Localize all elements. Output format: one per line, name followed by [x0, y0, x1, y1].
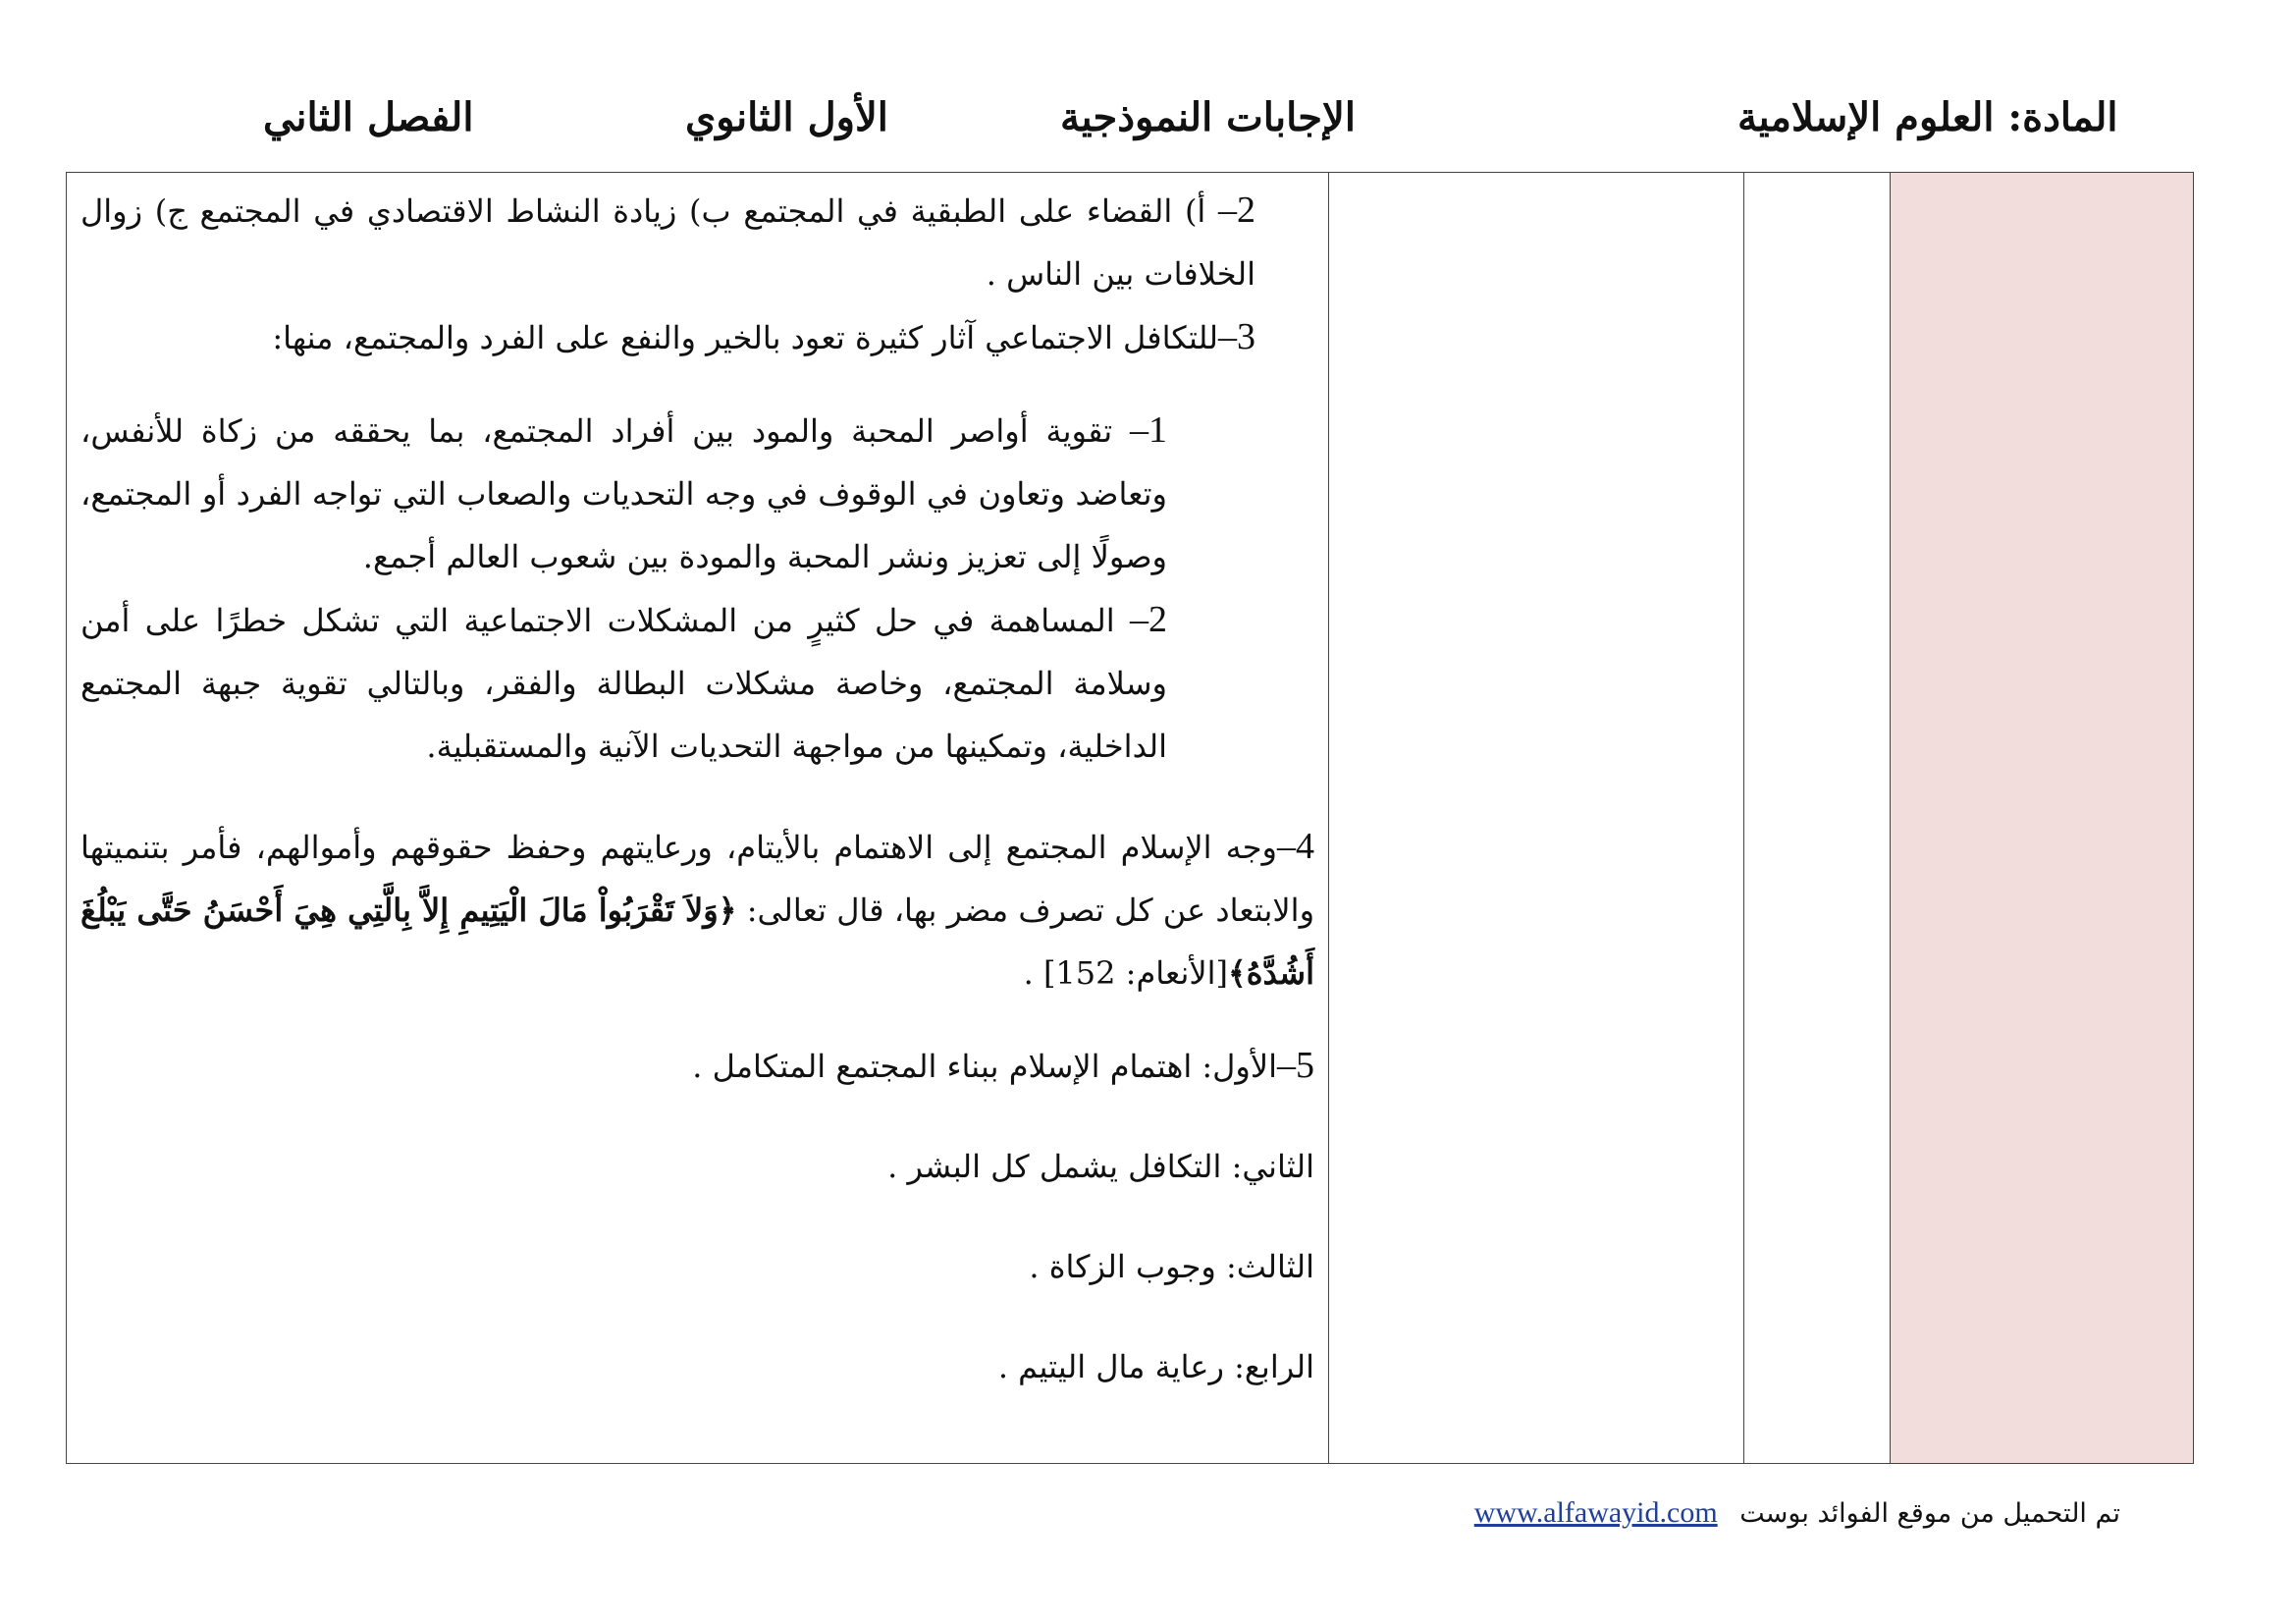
- empty-cell: [1744, 173, 1891, 1464]
- answer-5-first-text: الأول: اهتمام الإسلام ببناء المجتمع المتكامل .: [692, 1048, 1277, 1085]
- answer-3-point-2-text: المساهمة في حل كثيرٍ من المشكلات الاجتماعية التي تشكل خطرًا على أمن وسلامة المجتمع، وخاصة مشكلات البطالة والفقر، وبالتالي تقوية جبهة المجتمع الداخلية، وتمكينها من مواجهة التحديات الآنية والمستقبلية.: [80, 602, 1167, 765]
- answer-5-number: 5–: [1277, 1045, 1314, 1086]
- website-link[interactable]: www.alfawayid.com: [1473, 1496, 1718, 1529]
- answer-4-text: وجه الإسلام المجتمع إلى الاهتمام بالأيتام، ورعايتهم وحفظ حقوقهم وأموالهم، فأمر بتنميتها والابتعاد عن كل تصرف مضر بها، قال تعالى:: [80, 829, 1315, 929]
- answer-4-number: 4–: [1277, 826, 1315, 867]
- answer-3-text: للتكافل الاجتماعي آثار كثيرة تعود بالخير والنفع على الفرد والمجتمع، منها:: [272, 319, 1218, 356]
- download-footer: [1472, 1496, 2120, 1530]
- answer-content: [67, 173, 1328, 1398]
- quran-verse: ﴿وَلاَ تَقْرَبُواْ مَالَ الْيَتِيمِ إِلاَّ بِالَّتِي هِيَ أَحْسَنُ حَتَّى يَبْلُغَ أَشُدَّهُ﴾: [80, 892, 1314, 992]
- answer-5-second: الثاني: التكافل يشمل كل البشر .: [887, 1148, 1314, 1185]
- answer-3-point-1: [80, 399, 1314, 588]
- answer-2: [80, 179, 1314, 305]
- answer-3-point-2: [80, 588, 1314, 778]
- answer-2-number: 2–: [1218, 189, 1256, 231]
- empty-cell: [1329, 173, 1744, 1464]
- answer-5-third: الثالث: وجوب الزكاة .: [1029, 1248, 1314, 1285]
- answer-3-point-1-number: 1–: [1130, 409, 1168, 451]
- answer-3-number: 3–: [1218, 316, 1255, 357]
- term-title: الفصل الثاني: [263, 94, 474, 140]
- table-row: [67, 173, 2194, 1464]
- answer-5-first: [80, 1034, 1314, 1098]
- answer-3: [80, 305, 1314, 369]
- answer-4: [80, 815, 1314, 1004]
- answers-title: الإجابات النموذجية: [1060, 94, 1356, 140]
- grade-title: الأول الثانوي: [685, 94, 888, 140]
- answer-3-point-2-number: 2–: [1130, 599, 1168, 640]
- subject-title: المادة: العلوم الإسلامية: [1737, 94, 2118, 140]
- answer-3-point-1-text: تقوية أواصر المحبة والمود بين أفراد المجتمع، بما يحققه من زكاة للأنفس، وتعاضد وتعاون في الوقوف في وجه التحديات والصعاب التي تواجه الفرد أو المجتمع، وصولًا إلى تعزيز ونشر المحبة والمودة بين شعوب العالم أجمع.: [80, 412, 1167, 575]
- answer-5-fourth: الرابع: رعاية مال اليتيم .: [997, 1348, 1314, 1385]
- answer-content-cell: [67, 173, 1329, 1464]
- verse-reference: [الأنعام: 152] .: [1023, 954, 1228, 992]
- shaded-cell: [1891, 173, 2194, 1464]
- footer-text: تم التحميل من موقع الفوائد بوست: [1739, 1498, 2120, 1529]
- answer-2-text: أ) القضاء على الطبقية في المجتمع ب) زيادة النشاط الاقتصادي في المجتمع ج) زوال الخلافات بين الناس .: [80, 192, 1255, 293]
- answers-table: [66, 172, 2194, 1464]
